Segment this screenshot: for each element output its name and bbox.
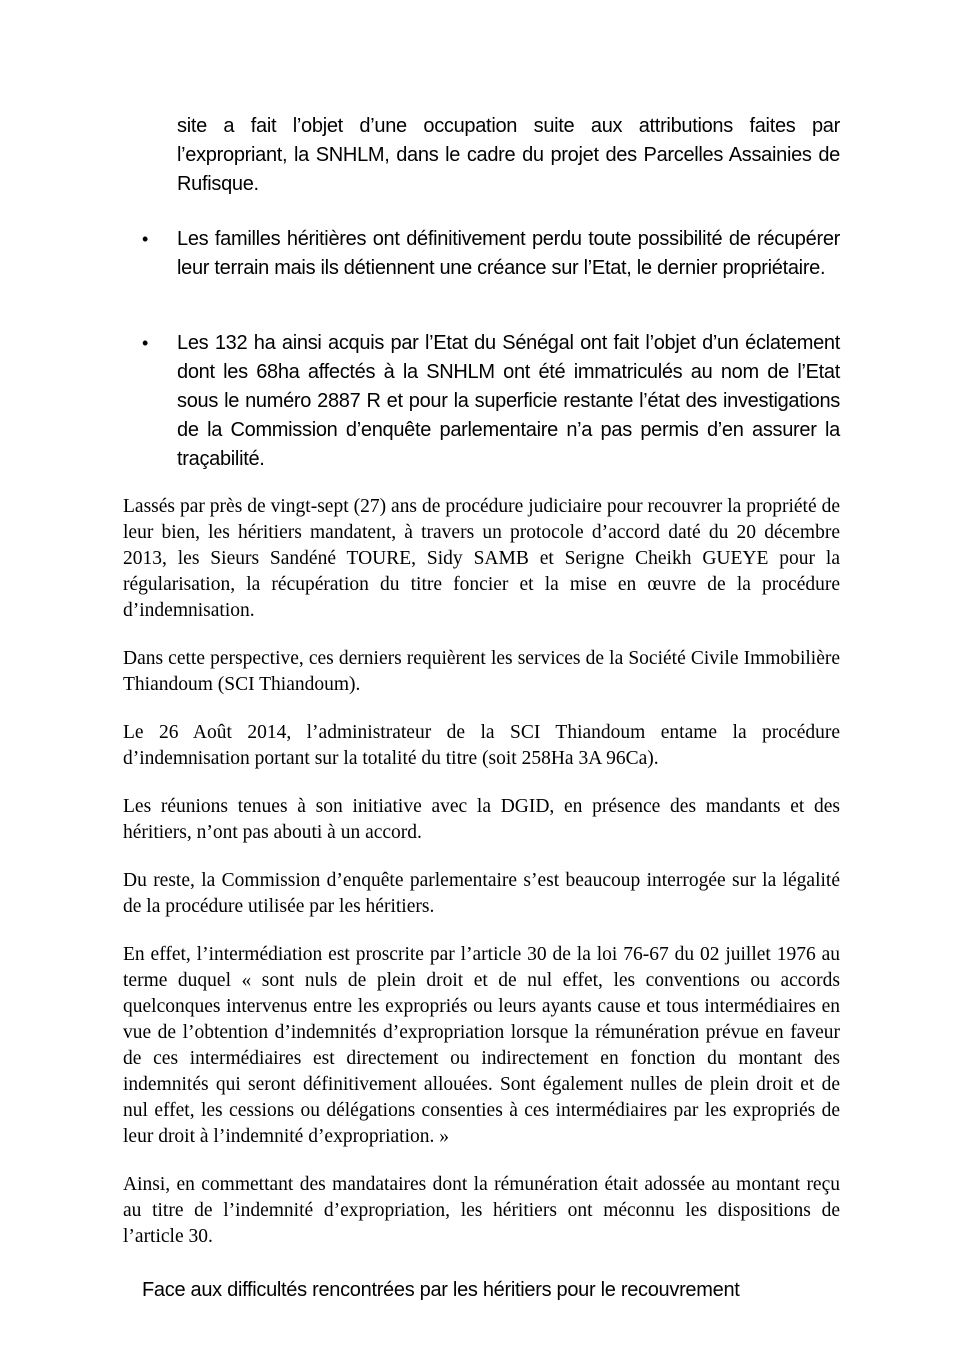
- bullet-text-132ha: Les 132 ha ainsi acquis par l’Etat du Sénégal ont fait l’objet d’un éclatement dont les 68ha affectés à la SNHLM ont été immatriculés au nom de l’Etat sous le numéro 2887 R et pour la superficie restante l’état des investigations de la Commission d’enquête parlementaire n’a pas permis d’en assurer la traçabilité.: [177, 332, 840, 470]
- bullet-icon: •: [142, 229, 149, 249]
- paragraph-lasses: Lassés par près de vingt-sept (27) ans de procédure judiciaire pour recouvrer la propriété de leur bien, les héritiers mandatent, à travers un protocole d’accord daté du 20 décembre 2013, les Sieurs Sandéné TOURE, Sidy SAMB et Serigne Cheikh GUEYE pour la régularisation, la récupération du titre foncier et la mise en œuvre de la procédure d’indemnisation.: [123, 496, 840, 621]
- paragraph-closing: Face aux difficultés rencontrées par les héritiers pour le recouvrement: [142, 1279, 740, 1301]
- paragraph-26-aout-2014: Le 26 Août 2014, l’administrateur de la SCI Thiandoum entame la procédure d’indemnisation portant sur la totalité du titre (soit 258Ha 3A 96Ca).: [123, 722, 840, 769]
- bullet-item-families: [123, 225, 840, 283]
- paragraph-intro-continuation: site a fait l’objet d’une occupation suite aux attributions faites par l’expropriant, la SNHLM, dans le cadre du projet des Parcelles Assainies de Rufisque.: [177, 115, 840, 195]
- paragraph-reunions-dgid: Les réunions tenues à son initiative avec la DGID, en présence des mandants et des héritiers, n’ont pas abouti à un accord.: [123, 796, 840, 843]
- paragraph-ainsi-mandataires: Ainsi, en commettant des mandataires dont la rémunération était adossée au montant reçu au titre de l’indemnité d’expropriation, les héritiers ont méconnu les dispositions de l’article 30.: [123, 1174, 840, 1247]
- bullet-item-132ha: [123, 329, 840, 474]
- bullet-text-families: Les familles héritières ont définitivement perdu toute possibilité de récupérer leur terrain mais ils détiennent une créance sur l’Etat, le dernier propriétaire.: [177, 228, 840, 279]
- paragraph-article-30-citation: En effet, l’intermédiation est proscrite par l’article 30 de la loi 76-67 du 02 juillet 1976 au terme duquel « sont nuls de plein droit et de nul effet, les conventions ou accords quelconques intervenus entre les expropriés ou leurs ayants cause et tous intermédiaires en vue de l’obtention d’indemnités d’expropriation lorsque la rémunération prévue en faveur de ces intermédiaires est directement ou indirectement en fonction du montant des indemnités qui seront définitivement allouées. Sont également nulles de plein droit et de nul effet, les cessions ou délégations consenties à ces intermédiaires par les expropriés de leur droit à l’indemnité d’expropriation. »: [123, 944, 840, 1147]
- paragraph-perspective: Dans cette perspective, ces derniers requièrent les services de la Société Civile Immobilière Thiandoum (SCI Thiandoum).: [123, 648, 840, 695]
- bullet-icon: •: [142, 333, 149, 353]
- paragraph-du-reste: Du reste, la Commission d’enquête parlementaire s’est beaucoup interrogée sur la légalité de la procédure utilisée par les héritiers.: [123, 870, 840, 917]
